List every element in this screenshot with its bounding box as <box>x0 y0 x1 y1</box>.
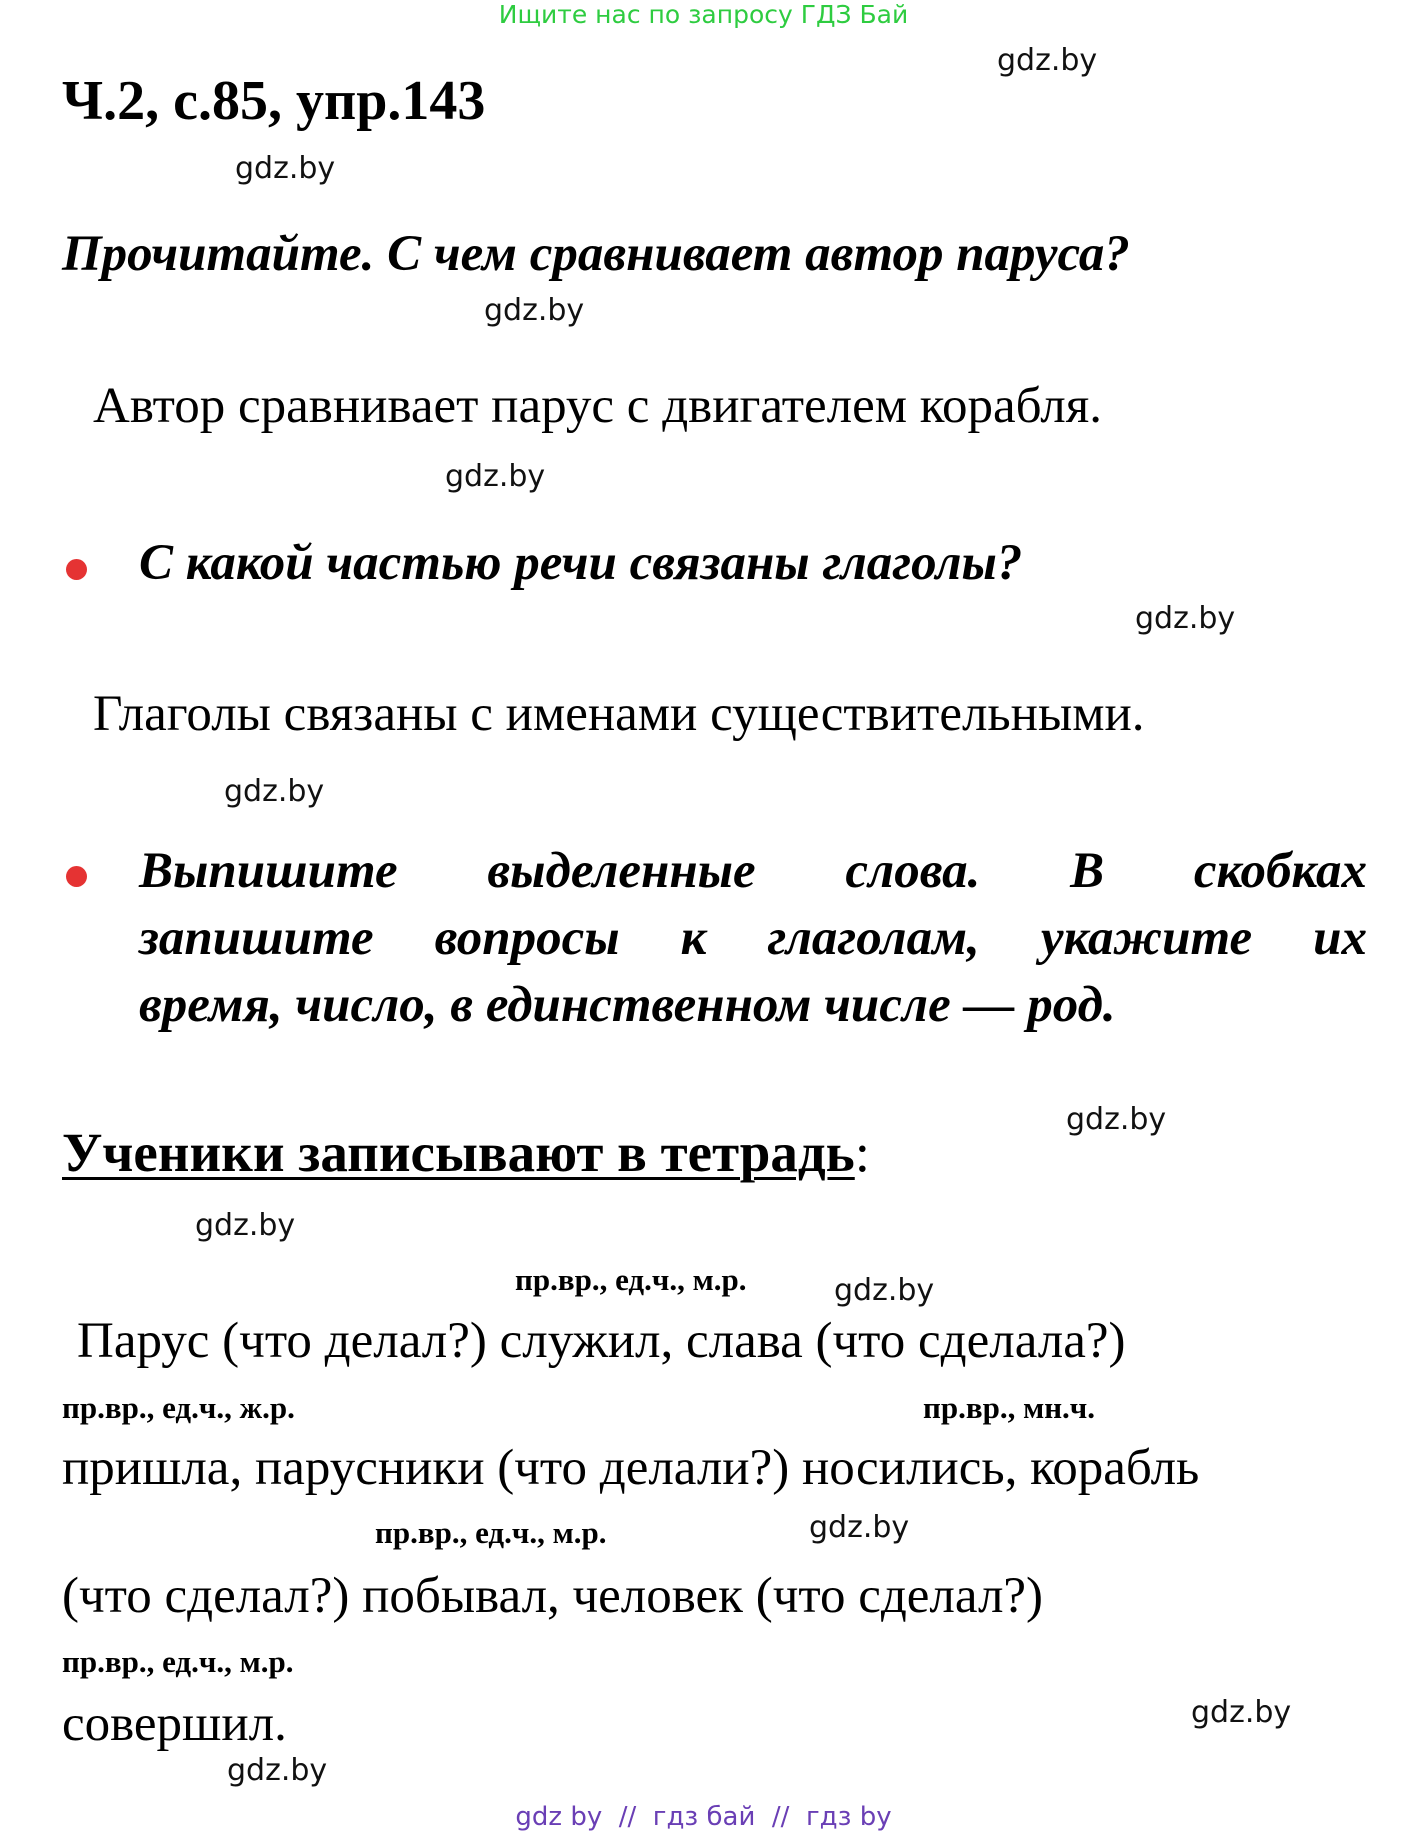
grammar-note: пр.вр., мн.ч. <box>923 1390 1096 1425</box>
answer-line: пришла, парусники (что делали?) носились, корабль <box>62 1440 1200 1496</box>
top-banner: Ищите нас по запросу ГДЗ Бай <box>498 0 909 29</box>
answer-line: Парус (что делал?) служил, слава (что сделала?) <box>77 1313 1126 1369</box>
watermark: gdz.by <box>224 774 325 809</box>
watermark: gdz.by <box>1191 1695 1292 1730</box>
answer-line: совершил. <box>62 1696 287 1752</box>
bullet-icon <box>66 559 87 580</box>
task-line: Выпишите выделенные слова. В скобках <box>139 843 1367 899</box>
watermark: gdz.by <box>809 1510 910 1545</box>
grammar-note: пр.вр., ед.ч., м.р. <box>62 1644 294 1679</box>
notebook-heading-text: Ученики записывают в тетрадь <box>62 1122 855 1183</box>
notebook-heading <box>62 1120 870 1186</box>
watermark: gdz.by <box>195 1208 296 1243</box>
answer-2: Глаголы связаны с именами существительными. <box>93 686 1145 742</box>
answer-line: (что сделал?) побывал, человек (что сделал?) <box>62 1568 1044 1624</box>
watermark: gdz.by <box>227 1753 328 1788</box>
question-1: Прочитайте. С чем сравнивает автор паруса? <box>62 226 1130 282</box>
grammar-note: пр.вр., ед.ч., м.р. <box>375 1515 607 1550</box>
footer: gdz by // гдз бай // гдз by <box>515 1802 892 1832</box>
task-line: запишите вопросы к глаголам, укажите их <box>139 910 1367 966</box>
watermark: gdz.by <box>997 43 1098 78</box>
grammar-note: пр.вр., ед.ч., м.р. <box>515 1262 747 1297</box>
watermark: gdz.by <box>484 293 585 328</box>
task-line: время, число, в единственном числе — род. <box>139 977 1116 1033</box>
task-instruction <box>139 838 1367 1039</box>
watermark: gdz.by <box>235 151 336 186</box>
question-2: С какой частью речи связаны глаголы? <box>139 535 1023 591</box>
page-title: Ч.2, с.85, упр.143 <box>62 70 486 132</box>
watermark: gdz.by <box>445 459 546 494</box>
answer-1: Автор сравнивает парус с двигателем корабля. <box>93 378 1102 434</box>
watermark: gdz.by <box>1135 601 1236 636</box>
watermark: gdz.by <box>834 1273 935 1308</box>
grammar-note: пр.вр., ед.ч., ж.р. <box>62 1390 295 1425</box>
bullet-icon <box>66 866 87 887</box>
notebook-heading-colon: : <box>854 1122 871 1183</box>
watermark: gdz.by <box>1066 1102 1167 1137</box>
